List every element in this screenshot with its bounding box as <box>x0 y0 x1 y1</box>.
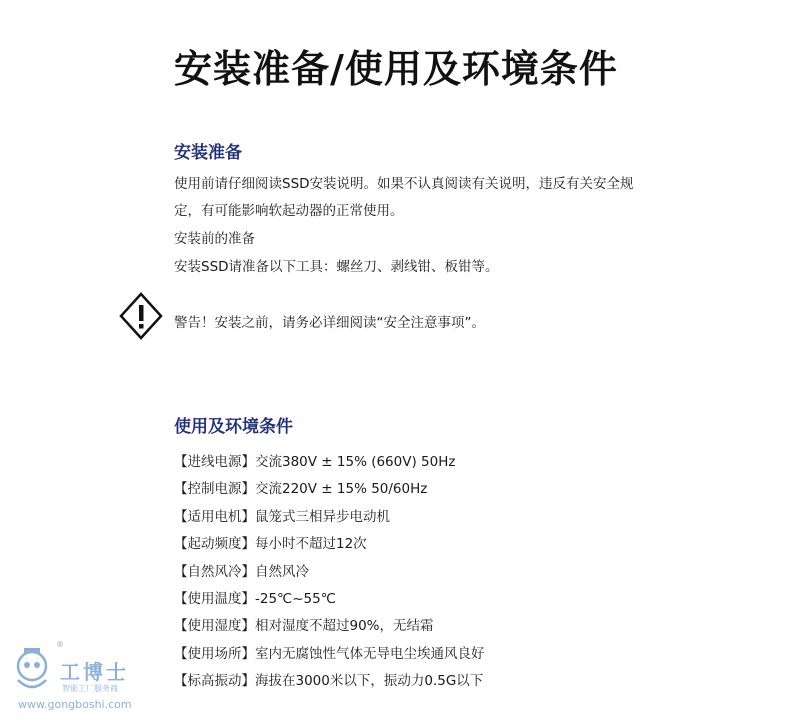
condition-value: 每小时不超过12次 <box>255 536 367 553</box>
warning-text: 警告！安装之前，请务必详细阅读“安全注意事项”。 <box>174 315 485 331</box>
condition-value: 相对湿度不超过90%，无结霜 <box>255 618 434 635</box>
condition-value: 交流220V ± 15% 50/60Hz <box>255 481 428 498</box>
install-prep-line-3: 安装前的准备 <box>174 231 255 247</box>
condition-row <box>174 642 485 662</box>
condition-row <box>174 587 336 607</box>
condition-label: 【使用温度】 <box>174 591 255 607</box>
watermark-url: www.gongboshi.com <box>18 698 132 711</box>
condition-value: 鼠笼式三相异步电动机 <box>255 508 390 525</box>
condition-row <box>174 450 455 470</box>
condition-row <box>174 560 309 580</box>
condition-value: 交流380V ± 15% (660V) 50Hz <box>255 454 456 470</box>
install-prep-heading: 安装准备 <box>174 143 242 163</box>
condition-value: 自然风冷 <box>255 563 309 580</box>
condition-value: 室内无腐蚀性气体无导电尘埃通风良好 <box>255 645 485 662</box>
condition-row <box>174 532 367 552</box>
install-prep-line-4: 安装SSD请准备以下工具：螺丝刀、剥线钳、板钳等。 <box>174 259 499 275</box>
condition-label: 【自然风冷】 <box>174 563 255 580</box>
install-prep-line-1: 使用前请仔细阅读SSD安装说明。如果不认真阅读有关说明，违反有关安全规 <box>174 176 634 192</box>
condition-label: 【控制电源】 <box>174 481 255 498</box>
watermark <box>6 640 166 718</box>
condition-value: 海拔在3000米以下，振动力0.5G以下 <box>255 673 484 690</box>
condition-row <box>174 669 483 689</box>
condition-label: 【起动频度】 <box>174 536 255 553</box>
condition-label: 【使用场所】 <box>174 645 255 662</box>
condition-row <box>174 505 390 525</box>
watermark-brand: 工博士 <box>60 660 129 684</box>
install-prep-line-2: 定，有可能影响软起动器的正常使用。 <box>174 203 404 219</box>
condition-label: 【使用湿度】 <box>174 618 255 635</box>
page-title: 安装准备/使用及环境条件 <box>174 47 618 91</box>
condition-label: 【标高振动】 <box>174 673 255 690</box>
condition-row <box>174 614 434 634</box>
watermark-tagline: 智能工厂服务商 <box>62 684 118 693</box>
conditions-heading: 使用及环境条件 <box>174 417 293 437</box>
robot-mascot-icon <box>6 644 58 696</box>
condition-row <box>174 477 427 497</box>
condition-value: -25℃~55℃ <box>255 591 336 607</box>
condition-label: 【适用电机】 <box>174 508 255 525</box>
registered-mark: ® <box>56 640 64 649</box>
exclamation-diamond-icon <box>119 292 163 340</box>
condition-label: 【进线电源】 <box>174 454 255 470</box>
